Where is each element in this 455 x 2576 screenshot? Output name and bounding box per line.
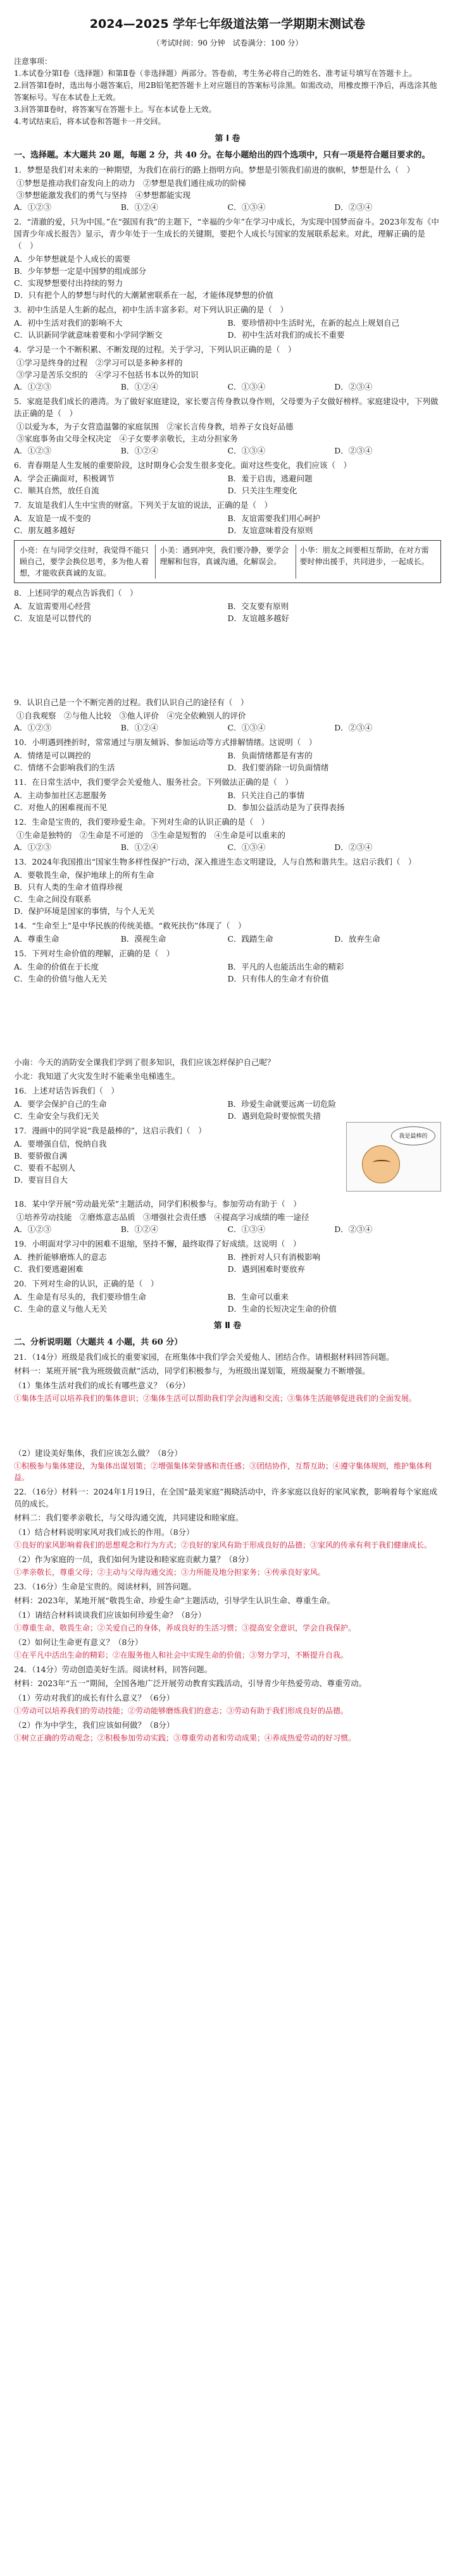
option-group: [14, 1251, 441, 1275]
option-a[interactable]: A．友谊需要用心经营: [14, 601, 91, 611]
option-c[interactable]: C．我们要逃避困难: [14, 1264, 84, 1274]
question-stem: 9．认识自己是一个不断完善的过程。我们认识自己的途径有（ ）: [14, 698, 249, 707]
option-d[interactable]: D．放弃生命: [334, 934, 380, 944]
option-a[interactable]: A．①②③: [14, 1224, 52, 1234]
option-group: [14, 1223, 441, 1235]
blank-space: [14, 624, 441, 694]
option-c[interactable]: C．实现梦想要付出持续的努力: [14, 278, 123, 288]
option-d[interactable]: D．②③④: [334, 1224, 373, 1234]
notice-block: [14, 56, 441, 128]
option-b[interactable]: B．①②④: [120, 446, 158, 455]
question-stem: 23．（16分）生命是宝贵的。阅读材料，回答问题。: [14, 1582, 197, 1591]
sub-question: （1）集体生活对我们的成长有哪些意义？（6分）: [14, 1381, 190, 1390]
option-d[interactable]: D．保护环境是国家的事情，与个人无关: [14, 906, 155, 916]
answer-text: ①劳动可以培养我们的劳动技能；②劳动能够磨炼我们的意志；③劳动有助于我们形成良好的品德。: [14, 1706, 349, 1715]
option-b[interactable]: B．①②④: [120, 382, 158, 391]
option-a[interactable]: A．要增强自信，悦纳自我: [14, 1139, 107, 1149]
question-statement: ①生命是独特的 ②生命是不可逆的 ③生命是短暂的 ④生命是可以重来的: [16, 830, 286, 840]
option-a[interactable]: A．情绪是可以调控的: [14, 751, 91, 760]
option-a[interactable]: A．要学会保护自己的生命: [14, 1099, 107, 1109]
option-b[interactable]: B．只关注自己的事情: [227, 791, 305, 800]
volume-two-heading: 第 Ⅱ 卷: [213, 1321, 242, 1331]
option-d[interactable]: D．遇到危险时要惊慌失措: [227, 1111, 321, 1121]
option-c[interactable]: C．①③④: [227, 382, 266, 391]
question-stem: 1．梦想是我们对未来的一种期望，为我们在前行的路上指明方向。梦想是引领我们前进的旗帜，梦想是什么（ ）: [14, 165, 414, 175]
option-b[interactable]: B．要骄傲自满: [14, 1151, 68, 1161]
question-stem: 8．上述同学的观点告诉我们（ ）: [14, 588, 138, 598]
option-group: [14, 317, 441, 341]
option-d[interactable]: D．生命的长短决定生命的价值: [227, 1304, 337, 1314]
answer-text: ①孝亲敬长，尊重父母；②主动与父母沟通交流；③力所能及地分担家务；④传承良好家风。: [14, 1568, 326, 1577]
quote-box: [14, 540, 441, 583]
question-statement: ③学习是苦乐交织的 ④学习不包括书本以外的知识: [16, 370, 199, 379]
speech-bubble: 我是最棒的: [391, 1126, 435, 1145]
exam-title: 2024—2025 学年七年级道法第一学期期末测试卷: [89, 17, 366, 31]
option-c[interactable]: C．践踏生命: [227, 934, 273, 944]
option-b[interactable]: B．生命可以重来: [227, 1292, 289, 1302]
option-b[interactable]: B．少年梦想一定是中国梦的组成部分: [14, 266, 147, 276]
question-statement: ①培养劳动技能 ②磨炼意志品质 ③增强社会责任感 ④提高学习成绩的唯一途径: [16, 1212, 309, 1222]
option-c[interactable]: C．①③④: [227, 446, 266, 455]
answer-text: ①集体生活可以培养我们的集体意识；②集体生活可以帮助我们学会沟通和交流；③集体生活能够促进我们的全面发展。: [14, 1394, 417, 1403]
material-text: 材料：2023年，某地开展“敬畏生命、珍爱生命”主题活动，引导学生认识生命、尊重生命。: [14, 1596, 335, 1605]
option-d[interactable]: D．遇到困难时要放弃: [227, 1264, 306, 1274]
question-stem: 18．某中学开展“劳动最光荣”主题活动，同学们积极参与。参加劳动有助于（ ）: [14, 1199, 301, 1209]
option-c[interactable]: C．对他人的困难视而不见: [14, 803, 108, 812]
option-c[interactable]: C．生命的意义与他人无关: [14, 1304, 108, 1314]
question-stem: 2．“清澈的爱，只为中国。”在“强国有我”的主题下，“幸福的少年”在学习中成长，为实现中国梦而奋斗。2023年发布《中国青少年成长报告》显示，青少年处于一生成长的关键期，要把个人成长与国家的发展联系起来。对此，理解正确的是（ ）: [14, 217, 439, 250]
option-c[interactable]: C．①③④: [227, 842, 266, 852]
option-group: [14, 472, 441, 496]
option-c[interactable]: C．①③④: [227, 723, 266, 732]
option-d[interactable]: D．友谊越多越好: [227, 613, 290, 623]
option-c[interactable]: C．①③④: [227, 1224, 266, 1234]
option-a[interactable]: A．①②③: [14, 382, 52, 391]
quote-cell: 小亮：在与同学交往时，我觉得不能只顾自己，要学会换位思考，多为他人着想，才能收获真诚的友谊。: [20, 545, 156, 579]
option-group: [14, 841, 441, 853]
notice-item: 3.回答第Ⅱ卷时，将答案写在答题卡上。写在本试卷上无效。: [14, 105, 216, 114]
option-b[interactable]: B．①②④: [120, 842, 158, 852]
option-a[interactable]: A．尊重生命: [14, 934, 59, 944]
option-group: [14, 933, 441, 945]
question-stem: 6．青春期是人生发展的重要阶段，这时期身心会发生很多变化。面对这些变化，我们应该（ ）: [14, 460, 351, 470]
notice-item: 1.本试卷分第Ⅰ卷（选择题）和第Ⅱ卷（非选择题）两部分。答卷前，考生务必将自己的姓名、准考证号填写在答题卡上。: [14, 69, 417, 78]
blank-space: [14, 985, 441, 1054]
option-d[interactable]: D．友谊意味着没有原则: [227, 526, 313, 535]
question-stem: 4．学习是一个不断积累、不断发现的过程。关于学习，下列认识正确的是（ ）: [14, 345, 296, 354]
question-stem: 17．漫画中的同学说“我是最棒的”，这启示我们（ ）: [14, 1126, 206, 1135]
option-c[interactable]: C．生命之间没有联系: [14, 894, 92, 904]
option-b[interactable]: B．要珍惜初中生活时光，在新的起点上规划自己: [227, 318, 400, 328]
option-c[interactable]: C．认识新同学就意味着要和小学同学断交: [14, 330, 163, 340]
quote-cell: 小华：朋友之间要相互帮助，在对方需要时伸出援手，共同进步，一起成长。: [299, 546, 429, 566]
option-b[interactable]: B．平凡的人也能活出生命的精彩: [227, 962, 344, 971]
option-b[interactable]: B．负面情绪都是有害的: [227, 751, 313, 760]
quote-cell: 小美：遇到冲突，我们要冷静，要学会理解和包容，真诚沟通，化解误会。: [159, 545, 296, 579]
option-d[interactable]: D．②③④: [334, 723, 373, 732]
question-statement: ①梦想是推动我们奋发向上的动力 ②梦想是我们通往成功的阶梯: [16, 178, 246, 188]
question-stem: 16．上述对话告诉我们（ ）: [14, 1086, 119, 1095]
option-d[interactable]: D．②③④: [334, 842, 373, 852]
option-a[interactable]: A．①②③: [14, 446, 52, 455]
notice-heading: 注意事项：: [14, 57, 53, 66]
material-text: 材料一：某班开展“我为班级做贡献”活动，同学们积极参与，为班级出谋划策，班级凝聚力不断增强。: [14, 1366, 370, 1376]
question-statement: ①学习是终身的过程 ②学习可以是多种多样的: [16, 358, 183, 367]
dialogue-line: 小南：今天的消防安全课我们学到了很多知识，我们应该怎样保护自己呢？: [14, 1057, 275, 1067]
material-text: 材料：2023年“五一”期间，全国各地广泛开展劳动教育实践活动，引导青少年热爱劳动、尊重劳动。: [14, 1679, 367, 1688]
option-a[interactable]: A．生命的价值在于长度: [14, 962, 99, 971]
option-group: [14, 789, 441, 813]
answer-text: ①在平凡中活出生命的精彩；②在服务他人和社会中实现生命的价值；③努力学习，不断提升自我。: [14, 1651, 349, 1660]
notice-item: 2.回答第Ⅰ卷时，选出每小题答案后，用2B铅笔把答题卡上对应题目的答案标号涂黑。如需改动，用橡皮擦干净后，再选涂其他答案标号。写在本试卷上无效。: [14, 81, 437, 102]
option-c[interactable]: C．朋友越多越好: [14, 526, 76, 535]
option-a[interactable]: A．少年梦想就是个人成长的需要: [14, 254, 131, 264]
question-stem: 11．在日常生活中，我们要学会关爱他人、服务社会。下列做法正确的是（ ）: [14, 777, 293, 787]
exam-meta: （考试时间：90 分钟 试卷满分：100 分）: [152, 39, 303, 47]
question-statement: ③梦想能激发我们的勇气与坚持 ④梦想都能实现: [16, 190, 191, 200]
option-b[interactable]: B．①②④: [120, 723, 158, 732]
option-a[interactable]: A．友谊是一成不变的: [14, 514, 91, 523]
option-a[interactable]: A．要敬畏生命，保护地球上的所有生命: [14, 870, 154, 880]
option-d[interactable]: D．只有伟人的生命才有价值: [227, 974, 329, 983]
option-c[interactable]: C．友谊是可以替代的: [14, 613, 92, 623]
volume-one-heading: 第 Ⅰ 卷: [215, 134, 240, 144]
answer-text: ①积极参与集体建设，为集体出谋划策；②增强集体荣誉感和责任感；③团结协作，互帮互助；④遵守集体规则，维护集体利益。: [14, 1462, 432, 1482]
option-a[interactable]: A．生命是有尽头的，我们要珍惜生命: [14, 1292, 147, 1302]
blank-space: [14, 1407, 441, 1445]
cartoon-image: [346, 1122, 441, 1192]
option-d[interactable]: D．②③④: [334, 446, 373, 455]
material-text: 材料二：我们要孝亲敬长，与父母沟通交流，共同建设和睦家庭。: [14, 1513, 244, 1522]
cartoon-figure-icon: [362, 1145, 400, 1183]
sub-question: （1）劳动对我们的成长有什么意义？（6分）: [14, 1693, 175, 1703]
question-stem: 13．2024年我国推出“国家生物多样性保护”行动，深入推进生态文明建设，人与自然和谐共生。这启示我们（ ）: [14, 857, 416, 866]
answer-text: ①树立正确的劳动观念；②积极参加劳动实践；③尊重劳动者和劳动成果；④养成热爱劳动的好习惯。: [14, 1734, 356, 1742]
option-group: [14, 961, 441, 985]
option-group: [14, 512, 441, 536]
option-group: [14, 722, 441, 734]
option-group: [14, 749, 441, 773]
question-stem: 12．生命是宝贵的，我们要珍爱生命。下列对生命的认识正确的是（ ）: [14, 817, 270, 827]
question-stem: 7．友谊是我们人生中宝贵的财富。下列关于友谊的说法，正确的是（ ）: [14, 500, 272, 510]
sub-question: （1）结合材料说明家风对我们成长的作用。（8分）: [14, 1527, 194, 1537]
option-group: [14, 1098, 441, 1122]
option-a[interactable]: A．①②③: [14, 723, 52, 732]
option-a[interactable]: A．挫折能够磨炼人的意志: [14, 1252, 107, 1262]
option-b[interactable]: B．漠视生命: [120, 934, 166, 944]
question-stem: 10．小明遇到挫折时，常常通过与朋友倾诉、参加运动等方式排解情绪。这说明（ ）: [14, 737, 317, 747]
question-stem: 19．小明面对学习中的困难不退缩，坚持不懈，最终取得了好成绩。这说明（ ）: [14, 1239, 301, 1248]
option-group: [14, 381, 441, 393]
option-a[interactable]: A．①②③: [14, 202, 52, 212]
option-c[interactable]: C．顺其自然，放任自流: [14, 486, 99, 495]
question-stem: 22．（16分）材料一：2024年1月19日，在全国“最美家庭”揭晓活动中，许多家庭以良好的家风家教，影响着每个家庭成员的成长。: [14, 1487, 438, 1508]
question-stem: 15．下列对生命价值的理解，正确的是（ ）: [14, 949, 175, 958]
option-d[interactable]: D．只有把个人的梦想与时代的大潮紧密联系在一起，才能体现梦想的价值: [14, 290, 274, 300]
option-a[interactable]: A．初中生活对我们的影响不大: [14, 318, 123, 328]
option-d[interactable]: D．②③④: [334, 382, 373, 391]
sub-question: （2）如何让生命更有意义？（8分）: [14, 1637, 143, 1647]
option-a[interactable]: A．学会正确面对，积极调节: [14, 474, 115, 483]
section-two-title: 二、分析说明题（大题共 4 小题，共 60 分）: [14, 1338, 183, 1347]
question-stem: 5．家庭是我们成长的港湾。为了做好家庭建设，家长要言传身教以身作则，父母要为子女做好榜样。家庭建设中，下列做法正确的是（ ）: [14, 397, 439, 418]
answer-text: ①良好的家风影响着我们的思想观念和行为方式；②良好的家风有助于形成良好的品德；③家风的传承有利于我们健康成长。: [14, 1541, 432, 1550]
option-group: [14, 253, 441, 301]
option-d[interactable]: D．要盲目自大: [14, 1175, 68, 1185]
option-b[interactable]: B．交友要有原则: [227, 601, 289, 611]
option-d[interactable]: D．参加公益活动是为了获得表扬: [227, 803, 345, 812]
sub-question: （2）作为家庭的一员，我们如何为建设和睦家庭贡献力量？（8分）: [14, 1555, 254, 1564]
option-b[interactable]: B．珍爱生命就要远离一切危险: [227, 1099, 337, 1109]
option-group: [14, 445, 441, 457]
option-c[interactable]: C．生命安全与我们无关: [14, 1111, 99, 1121]
option-c[interactable]: C．①③④: [227, 202, 266, 212]
option-c[interactable]: C．要看不起别人: [14, 1163, 76, 1173]
option-b[interactable]: B．①②④: [120, 202, 158, 212]
option-b[interactable]: B．友谊需要我们用心呵护: [227, 514, 321, 523]
sub-question: （1）请结合材料谈谈我们应该如何珍爱生命？（8分）: [14, 1610, 206, 1620]
option-b[interactable]: B．只有人类的生命才值得珍视: [14, 882, 123, 892]
question-stem: 3．初中生活是人生新的起点，初中生活丰富多彩。对下列认识正确的是（ ）: [14, 305, 288, 314]
question-statement: ③家庭事务由父母全权决定 ④子女要孝亲敬长，主动分担家务: [16, 434, 239, 443]
option-d[interactable]: D．②③④: [334, 202, 373, 212]
question-statement: ①自我观察 ②与他人比较 ③他人评价 ④完全依赖别人的评价: [16, 711, 246, 720]
answer-text: ①尊重生命，敬畏生命；②关爱自己的身体，养成良好的生活习惯；③提高安全意识，学会自我保护。: [14, 1624, 356, 1632]
question-stem: 14．“生命至上”是中华民族的传统美德。“救死扶伤”体现了（ ）: [14, 921, 246, 930]
option-a[interactable]: A．①②③: [14, 842, 52, 852]
section-one-title: 一、选择题。本大题共 20 题，每题 2 分，共 40 分。在每小题给出的四个选项中，只有一项是符合题目要求的。: [14, 151, 430, 160]
option-group: [14, 1291, 441, 1315]
option-d[interactable]: D．初中生活对我们的成长不重要: [227, 330, 345, 340]
option-b[interactable]: B．羞于启齿，逃避问题: [227, 474, 313, 483]
question-stem: 24．（14分）劳动创造美好生活。阅读材料，回答问题。: [14, 1665, 213, 1674]
question-statement: ①以爱为本，为子女营造温馨的家庭氛围 ②家长言传身教，培养子女良好品德: [16, 422, 294, 431]
option-d[interactable]: D．只关注生理变化: [227, 486, 297, 495]
option-a[interactable]: A．主动参加社区志愿服务: [14, 791, 107, 800]
sub-question: （2）建设美好集体，我们应该怎么做？（8分）: [14, 1448, 182, 1458]
option-group: [14, 1138, 340, 1186]
sub-question: （2）作为中学生，我们应该如何做？（8分）: [14, 1720, 175, 1730]
option-group: [14, 201, 441, 213]
dialogue-line: 小北：我知道了火灾发生时不能乘坐电梯逃生。: [14, 1071, 180, 1081]
question-stem: 21．（14分）班级是我们成长的重要家园，在班集体中我们学会关爱他人、团结合作。请根据材料回答问题。: [14, 1352, 394, 1362]
option-group: [14, 600, 441, 624]
notice-item: 4.考试结束后，将本试卷和答题卡一并交回。: [14, 117, 166, 126]
question-stem: 20．下列对生命的认识，正确的是（ ）: [14, 1279, 159, 1288]
option-b[interactable]: B．挫折对人只有消极影响: [227, 1252, 321, 1262]
option-d[interactable]: D．我们要消除一切负面情绪: [227, 763, 329, 772]
option-b[interactable]: B．①②④: [120, 1224, 158, 1234]
option-c[interactable]: C．生命的价值与他人无关: [14, 974, 108, 983]
option-c[interactable]: C．情绪不会影响我们的生活: [14, 763, 115, 772]
option-group: [14, 869, 441, 917]
